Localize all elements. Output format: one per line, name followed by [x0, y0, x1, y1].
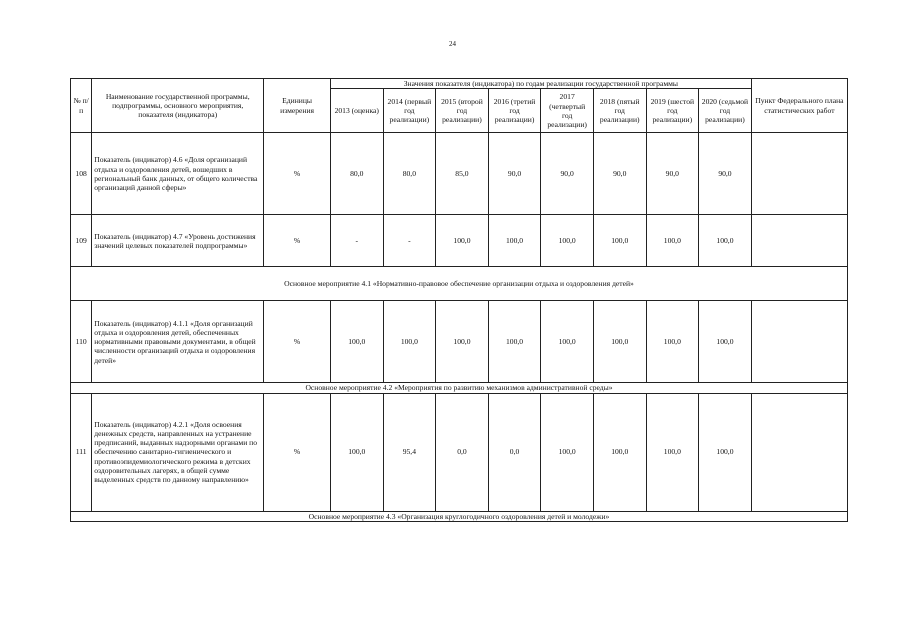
value-cell: 100,0: [541, 215, 594, 267]
fed-plan-cell: [751, 215, 847, 267]
value-cell: 90,0: [488, 133, 541, 215]
value-cell: 100,0: [646, 393, 699, 511]
row-number: 109: [71, 215, 92, 267]
header-year: 2015 (второй год реализации): [436, 89, 489, 133]
section-title: Основное мероприятие 4.1 «Нормативно-правовое обеспечение организации отдыха и оздоровления детей»: [71, 267, 848, 301]
value-cell: 80,0: [383, 133, 436, 215]
value-cell: 100,0: [699, 393, 752, 511]
value-cell: 90,0: [699, 133, 752, 215]
value-cell: 85,0: [436, 133, 489, 215]
value-cell: 100,0: [541, 393, 594, 511]
header-year: 2013 (оценка): [330, 89, 383, 133]
header-num: № п/п: [71, 79, 92, 133]
value-cell: 100,0: [699, 215, 752, 267]
section-title: Основное мероприятие 4.3 «Организация круглогодичного оздоровления детей и молодежи»: [71, 511, 848, 521]
section-row: [71, 383, 848, 393]
indicator-name: Показатель (индикатор) 4.6 «Доля организаций отдыха и оздоровления детей, вошедших в региональный банк данных, от общего количества организаций данной сферы»: [92, 133, 264, 215]
indicator-name: Показатель (индикатор) 4.1.1 «Доля организаций отдыха и оздоровления детей, обеспеченных нормативными правовыми документами, в общей численности организаций отдыха и оздоровления детей»: [92, 301, 264, 383]
value-cell: 100,0: [436, 215, 489, 267]
value-cell: 100,0: [383, 301, 436, 383]
table-row: [71, 393, 848, 511]
header-year: 2019 (шестой год реализации): [646, 89, 699, 133]
section-row: [71, 267, 848, 301]
header-fed-plan: Пункт Федерального плана статистических работ: [751, 79, 847, 133]
value-cell: 100,0: [330, 301, 383, 383]
value-cell: 100,0: [488, 215, 541, 267]
value-cell: 100,0: [593, 301, 646, 383]
table-body: [71, 79, 848, 522]
value-cell: 0,0: [488, 393, 541, 511]
unit-cell: %: [264, 215, 331, 267]
value-cell: 100,0: [646, 301, 699, 383]
header-unit: Единицы измерения: [264, 79, 331, 133]
value-cell: 100,0: [436, 301, 489, 383]
value-cell: 90,0: [593, 133, 646, 215]
header-year: 2018 (пятый год реализации): [593, 89, 646, 133]
header-year: 2020 (седьмой год реализации): [699, 89, 752, 133]
value-cell: -: [330, 215, 383, 267]
unit-cell: %: [264, 133, 331, 215]
row-number: 110: [71, 301, 92, 383]
header-name: Наименование государственной программы, подпрограммы, основного мероприятия, показателя (индикатора): [92, 79, 264, 133]
indicator-name: Показатель (индикатор) 4.7 «Уровень достижения значений целевых показателей подпрограммы»: [92, 215, 264, 267]
unit-cell: %: [264, 393, 331, 511]
unit-cell: %: [264, 301, 331, 383]
fed-plan-cell: [751, 393, 847, 511]
header-values-group: Значения показателя (индикатора) по годам реализации государственной программы: [330, 79, 751, 89]
value-cell: 100,0: [488, 301, 541, 383]
header-year: 2014 (первый год реализации): [383, 89, 436, 133]
value-cell: -: [383, 215, 436, 267]
section-row: [71, 511, 848, 521]
value-cell: 100,0: [330, 393, 383, 511]
value-cell: 90,0: [541, 133, 594, 215]
value-cell: 100,0: [593, 215, 646, 267]
table-row: [71, 133, 848, 215]
value-cell: 80,0: [330, 133, 383, 215]
value-cell: 100,0: [593, 393, 646, 511]
indicators-table: [70, 78, 848, 522]
section-title: Основное мероприятие 4.2 «Мероприятия по развитию механизмов административной среды»: [71, 383, 848, 393]
row-number: 108: [71, 133, 92, 215]
value-cell: 90,0: [646, 133, 699, 215]
value-cell: 100,0: [646, 215, 699, 267]
header-year: 2016 (третий год реализации): [488, 89, 541, 133]
value-cell: 95,4: [383, 393, 436, 511]
value-cell: 100,0: [699, 301, 752, 383]
indicator-name: Показатель (индикатор) 4.2.1 «Доля освоения денежных средств, направленных на устранение предписаний, выданных надзорными органами по обеспечению санитарно-гигиенического и противоэпидемиологического режима в детских оздоровительных лагерях, в общей сумме выделенных средств по данному направлению»: [92, 393, 264, 511]
value-cell: 100,0: [541, 301, 594, 383]
header-year: 2017 (четвертый год реализации): [541, 89, 594, 133]
table-row: [71, 301, 848, 383]
value-cell: 0,0: [436, 393, 489, 511]
page-number: 24: [449, 40, 456, 48]
fed-plan-cell: [751, 301, 847, 383]
row-number: 111: [71, 393, 92, 511]
header-row: [71, 79, 848, 89]
table-row: [71, 215, 848, 267]
fed-plan-cell: [751, 133, 847, 215]
